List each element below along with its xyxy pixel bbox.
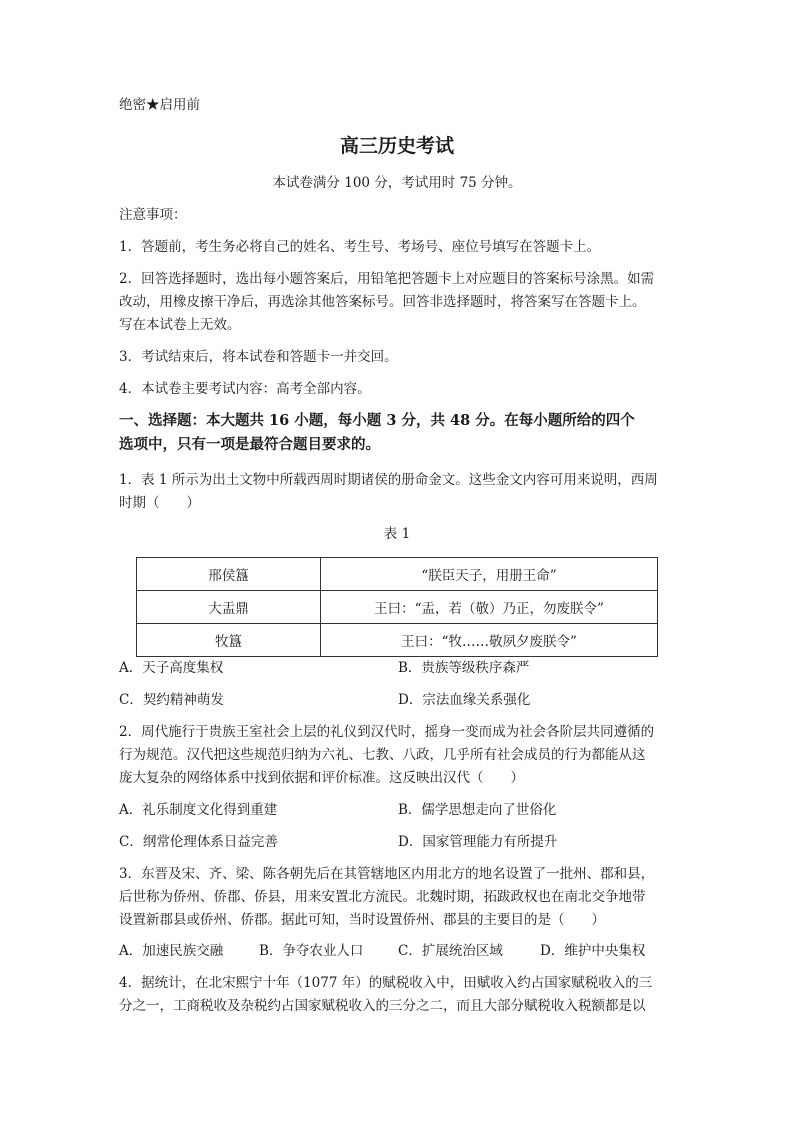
notice-item-2-line-3: 写在本试卷上无效。 xyxy=(119,317,241,333)
q1-option-a: A．天子高度集权 xyxy=(119,660,224,676)
page-title: 高三历史考试 xyxy=(339,135,454,157)
table-cell-name: 邢侯簋 xyxy=(137,558,321,591)
section-heading-line-1: 一、选择题：本大题共 16 小题，每小题 3 分，共 48 分。在每小题所给的四个 xyxy=(119,412,635,429)
q3-option-d: D．维护中央集权 xyxy=(540,943,646,959)
notice-item-3: 3．考试结束后，将本试卷和答题卡一并交回。 xyxy=(119,349,398,365)
table-cell-name: 大盂鼎 xyxy=(137,591,321,624)
table-title: 表 1 xyxy=(383,526,411,542)
q2-option-c: C．纲常伦理体系日益完善 xyxy=(119,834,278,850)
table-cell-text: 王曰：“盂，若（敬）乃正，勿废朕令” xyxy=(321,591,658,624)
notice-item-2-line-2: 改动，用橡皮擦干净后，再选涂其他答案标号。回答非选择题时，将答案写在答题卡上。 xyxy=(119,294,646,310)
table-cell-name: 牧簋 xyxy=(137,624,321,657)
question-2-line-2: 行为规范。汉代把这些规范归纳为六礼、七教、八政，几乎所有社会成员的行为都能从这 xyxy=(119,747,646,763)
q2-option-a: A．礼乐制度文化得到重建 xyxy=(119,802,278,818)
q1-option-d: D．宗法血缘关系强化 xyxy=(398,692,531,708)
question-2-line-3: 庞大复杂的网络体系中找到依据和评价标准。这反映出汉代（ ） xyxy=(119,770,524,786)
notice-item-1: 1．答题前，考生务必将自己的姓名、考生号、考场号、座位号填写在答题卡上。 xyxy=(119,239,601,255)
section-heading-line-2: 选项中，只有一项是最符合题目要求的。 xyxy=(119,436,380,453)
table-row xyxy=(137,558,658,591)
secret-mark: 绝密★启用前 xyxy=(119,97,200,113)
q3-option-a: A．加速民族交融 xyxy=(119,943,224,959)
q2-option-d: D．国家管理能力有所提升 xyxy=(398,834,558,850)
q1-option-c: C．契约精神萌发 xyxy=(119,692,224,708)
notice-heading: 注意事项： xyxy=(119,207,187,223)
question-4-line-2: 分之一，工商税收及杂税约占国家赋税收入的三分之二，而且大部分赋税收入税额都是以 xyxy=(119,998,646,1014)
q3-option-c: C．扩展统治区域 xyxy=(398,943,503,959)
notice-item-4: 4．本试卷主要考试内容：高考全部内容。 xyxy=(119,381,371,397)
table-row xyxy=(137,624,658,657)
question-1-line-1: 1．表 1 所示为出土文物中所载西周时期诸侯的册命金文。这些金文内容可用来说明，西周 xyxy=(119,472,658,488)
question-2-line-1: 2．周代施行于贵族王室社会上层的礼仪到汉代时，摇身一变而成为社会各阶层共同遵循的 xyxy=(119,724,655,740)
table-cell-text: 王曰：“牧……敬夙夕废朕令” xyxy=(321,624,658,657)
question-4-line-1: 4．据统计，在北宋熙宁十年（1077 年）的赋税收入中，田赋收入约占国家赋税收入的三 xyxy=(119,975,653,991)
table-row xyxy=(137,591,658,624)
question-1-line-2: 时期（ ） xyxy=(119,495,200,511)
q3-option-b: B．争夺农业人口 xyxy=(259,943,364,959)
question-3-line-2: 后世称为侨州、侨郡、侨县，用来安置北方流民。北魏时期，拓跋政权也在南北交争地带 xyxy=(119,889,646,905)
question-3-line-1: 3．东晋及宋、齐、梁、陈各朝先后在其管辖地区内用北方的地名设置了一批州、郡和县， xyxy=(119,866,655,882)
notice-item-2-line-1: 2．回答选择题时，选出每小题答案后，用铅笔把答题卡上对应题目的答案标号涂黑。如需 xyxy=(119,271,655,287)
q2-option-b: B．儒学思想走向了世俗化 xyxy=(398,802,557,818)
data-table xyxy=(136,557,658,657)
q1-option-b: B．贵族等级秩序森严 xyxy=(398,660,530,676)
table-cell-text: “朕臣天子，用册王命” xyxy=(321,558,658,591)
exam-info: 本试卷满分 100 分，考试用时 75 分钟。 xyxy=(272,175,522,191)
question-3-line-3: 设置新郡县或侨州、侨郡。据此可知，当时设置侨州、郡县的主要目的是（ ） xyxy=(119,912,605,928)
